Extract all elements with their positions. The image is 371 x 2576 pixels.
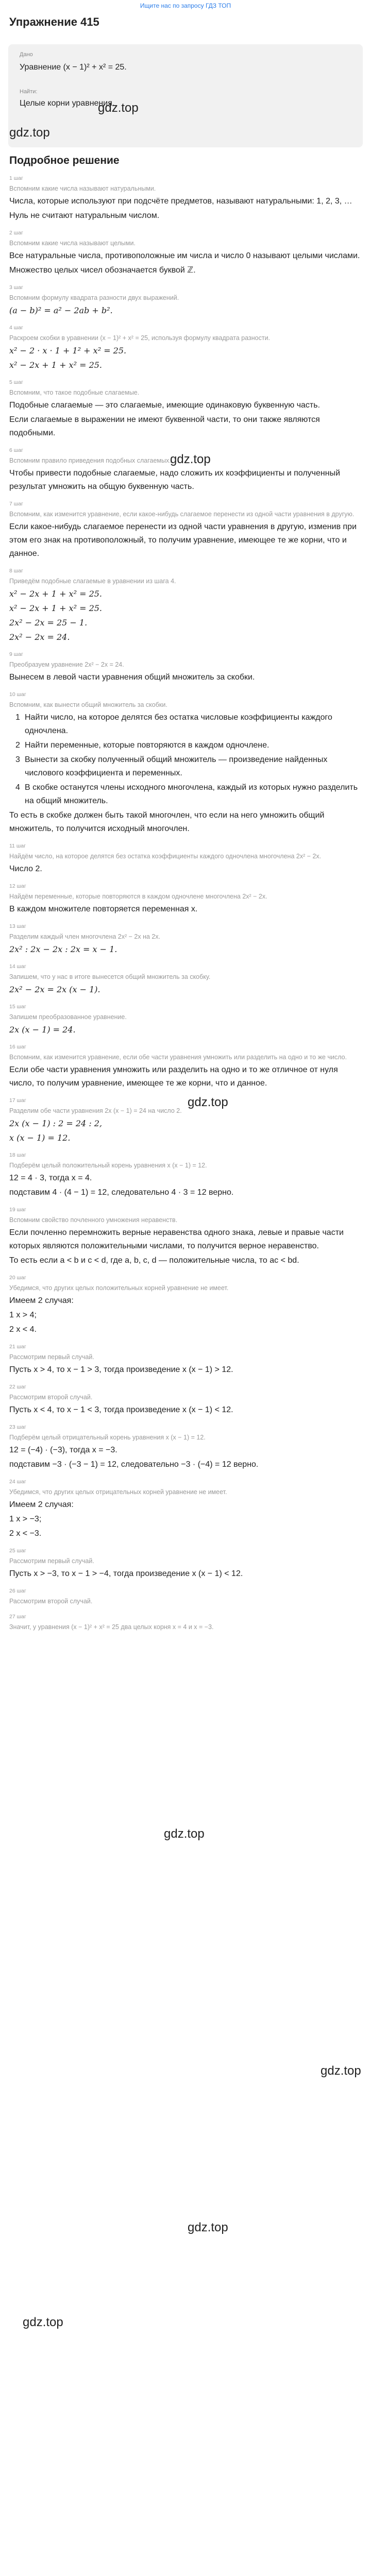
step-label: 11 шаг: [9, 843, 26, 849]
watermark: gdz.top: [98, 101, 139, 115]
formula: 2x² − 2x = 2x (x − 1).: [9, 985, 100, 994]
step-note: Разделим каждый член многочлена 2x² − 2x на 2x.: [9, 933, 161, 940]
given-label: Дано: [20, 52, 33, 58]
step-note: Подберём целый положительный корень уравнения x (x − 1) = 12.: [9, 1162, 207, 1169]
step-text: подставим 4 · (4 − 1) = 12, следовательно 4 · 3 = 12 верно.: [9, 1188, 234, 1197]
step-label: 3 шаг: [9, 284, 23, 291]
step-label: 12 шаг: [9, 883, 26, 889]
step-label: 1 шаг: [9, 175, 23, 181]
step-note: Убедимся, что других целых отрицательных корней уравнение не имеет.: [9, 1488, 227, 1496]
step-note: Подберём целый отрицательный корень уравнения x (x − 1) = 12.: [9, 1434, 206, 1441]
step-note: Вспомним, как вынести общий множитель за скобки.: [9, 701, 167, 708]
step-text: Пусть x > −3, то x − 1 > −4, тогда произведение x (x − 1) < 12.: [9, 1569, 243, 1578]
formula: x (x − 1) = 12.: [9, 1133, 71, 1143]
step-label: 6 шаг: [9, 447, 23, 453]
rule-item: 3 Вынести за скобку полученный общий множитель — произведение найденных числового коэффициента и переменных.: [15, 755, 328, 777]
step-label: [9, 1638, 362, 1647]
step-text: То есть в скобке должен быть такой многочлен, что если на него умножить общий множитель, то получится исходный многочлен.: [9, 811, 325, 833]
step-note: Запишем преобразованное уравнение.: [9, 1013, 127, 1021]
step-label: 24 шаг: [9, 1479, 26, 1485]
step-label: 17 шаг: [9, 1097, 26, 1104]
solution-steps: [9, 174, 362, 1648]
formula: x² − 2x + 1 + x² = 25.: [9, 603, 103, 613]
watermark: gdz.top: [188, 1095, 228, 1109]
find-text: Целые корни уравнения.: [20, 99, 115, 108]
watermark: gdz.top: [164, 1827, 205, 1841]
step-note: Запишем, что у нас в итоге вынесется общий множитель за скобку.: [9, 973, 211, 980]
formula: 2x (x − 1) = 24.: [9, 1025, 76, 1035]
step-text: Числа, которые используют при подсчёте предметов, называют натуральными: 1, 2, 3, …: [9, 197, 352, 206]
step-label: 14 шаг: [9, 963, 26, 970]
step-text: 12 = (−4) · (−3), тогда x = −3.: [9, 1446, 117, 1454]
step-label: 19 шаг: [9, 1207, 26, 1213]
formula: x² − 2 · x · 1 + 1² + x² = 25.: [9, 346, 127, 355]
watermark: gdz.top: [321, 2064, 361, 2078]
watermark: gdz.top: [170, 452, 211, 466]
step-label: 27 шаг: [9, 1614, 26, 1620]
formula: 2x² − 2x = 24.: [9, 632, 70, 642]
step-label: 15 шаг: [9, 1004, 26, 1010]
step-text: То есть если a < b и c < d, где a, b, c, d — положительные числа, то ac < bd.: [9, 1256, 299, 1265]
step-text: Имеем 2 случая:: [9, 1500, 74, 1509]
step-note: Преобразуем уравнение 2x² − 2x = 24.: [9, 661, 124, 668]
step-text: Если почленно перемножить верные неравенства одного знака, левые и правые части которых являются положительными числами, то получится верное неравенство.: [9, 1228, 344, 1250]
formula: (a − b)² = a² − 2ab + b².: [9, 306, 113, 315]
step-label: 8 шаг: [9, 568, 23, 574]
rule-item: 4 В скобке останутся члены исходного многочлена, каждый из которых нужно разделить на общий множитель.: [15, 783, 358, 805]
watermark: gdz.top: [23, 2315, 63, 2329]
step-note: Рассмотрим второй случай.: [9, 1394, 93, 1401]
top-banner: [0, 0, 371, 11]
step-label: 21 шаг: [9, 1344, 26, 1350]
step-text: Число 2.: [9, 865, 42, 873]
watermark: gdz.top: [9, 126, 50, 140]
step-note: Раскроем скобки в уравнении (x − 1)² + x² = 25, используя формулу квадрата разности.: [9, 334, 271, 342]
step-label: 18 шаг: [9, 1152, 26, 1158]
formula: 2x² − 2x = 25 − 1.: [9, 618, 88, 628]
step-label: 10 шаг: [9, 691, 26, 698]
step-note: Рассмотрим первый случай.: [9, 1353, 94, 1361]
step-label: 23 шаг: [9, 1424, 26, 1430]
formula: x² − 2x + 1 + x² = 25.: [9, 360, 103, 370]
step-text: Подобные слагаемые — это слагаемые, имеющие одинаковую буквенную часть.: [9, 401, 321, 410]
formula: 2x² : 2x − 2x : 2x = x − 1.: [9, 944, 117, 954]
case-item: 2 x < 4.: [9, 1325, 37, 1334]
rule-item: 2 Найти переменные, которые повторяются в каждом одночлене.: [15, 741, 269, 750]
page-title: Упражнение 415: [9, 15, 99, 28]
step-label: 16 шаг: [9, 1044, 26, 1050]
step-note: Значит, у уравнения (x − 1)² + x² = 25 два целых корня x = 4 и x = −3.: [9, 1623, 214, 1631]
step-note: Вспомним свойство почленного умножения неравенств.: [9, 1216, 178, 1224]
rule-item: 1 Найти число, на которое делятся без остатка числовые коэффициенты каждого одночлена.: [15, 713, 332, 735]
step-text: Если обе части уравнения умножить или разделить на одно и то же отличное от нуля число, то получим уравнение, имеющее те же корни, что и данное.: [9, 1065, 338, 1088]
step-text: Если слагаемые в выражении не имеют буквенной части, то они также являются подобными.: [9, 415, 320, 437]
step-note: Вспомним, как изменится уравнение, если обе части уравнения умножить или разделить на одно и то же число.: [9, 1054, 347, 1061]
step-note: Вспомним правило приведения подобных слагаемых.: [9, 457, 171, 464]
step-label: 25 шаг: [9, 1548, 26, 1554]
step-note: Найдём число, на которое делятся без остатка коэффициенты каждого одночлена многочлена 2x² − 2x.: [9, 853, 322, 860]
step-text: Вынесем в левой части уравнения общий множитель за скобки.: [9, 673, 255, 682]
step-label: 7 шаг: [9, 501, 23, 507]
step-note: Найдём переменные, которые повторяются в каждом одночлене многочлена 2x² − 2x.: [9, 893, 267, 900]
step-note: Рассмотрим второй случай.: [9, 1598, 93, 1605]
step-text: Пусть x < 4, то x − 1 < 3, тогда произведение x (x − 1) < 12.: [9, 1405, 233, 1414]
step-label: 20 шаг: [9, 1275, 26, 1281]
formula: 2x (x − 1) : 2 = 24 : 2,: [9, 1118, 103, 1128]
watermark: gdz.top: [188, 2221, 228, 2234]
find-label: Найти:: [20, 89, 38, 95]
formula: x² − 2x + 1 + x² = 25.: [9, 589, 103, 599]
step-label: 4 шаг: [9, 325, 23, 331]
step-note: Вспомним какие числа называют натуральными.: [9, 185, 156, 192]
step-note: Приведём подобные слагаемые в уравнении из шага 4.: [9, 578, 176, 585]
step-text: Нуль не считают натуральным числом.: [9, 211, 160, 220]
step-label: 13 шаг: [9, 923, 26, 929]
step-note: Вспомним, что такое подобные слагаемые.: [9, 389, 140, 396]
step-label: 9 шаг: [9, 651, 23, 657]
section-title: Подробное решение: [9, 155, 120, 166]
step-note: Убедимся, что других целых положительных корней уравнение не имеет.: [9, 1284, 229, 1292]
given-box: [8, 44, 363, 147]
step-label: 2 шаг: [9, 230, 23, 236]
step-note: Вспомним, как изменится уравнение, если какое-нибудь слагаемое перенести из одной части уравнения в другую.: [9, 511, 355, 518]
case-item: 1 x > −3;: [9, 1515, 42, 1523]
step-text: В каждом множителе повторяется переменная x.: [9, 905, 198, 913]
step-text: Пусть x > 4, то x − 1 > 3, тогда произведение x (x − 1) > 12.: [9, 1365, 233, 1374]
step-label: 26 шаг: [9, 1588, 26, 1594]
step-text: Чтобы привести подобные слагаемые, надо сложить их коэффициенты и полученный результат умножить на общую буквенную часть.: [9, 469, 341, 491]
step-note: Вспомним какие числа называют целыми.: [9, 240, 136, 247]
case-item: 2 x < −3.: [9, 1529, 42, 1538]
step-label: 5 шаг: [9, 379, 23, 385]
step-note: Рассмотрим первый случай.: [9, 1557, 94, 1565]
given-equation: Уравнение (x − 1)² + x² = 25.: [20, 63, 127, 72]
step-label: 22 шаг: [9, 1384, 26, 1390]
step-text: Все натуральные числа, противоположные им числа и число 0 называют целыми числами.: [9, 251, 360, 260]
step-text: подставим −3 · (−3 − 1) = 12, следовательно −3 · (−4) = 12 верно.: [9, 1460, 259, 1469]
step-text: 12 = 4 · 3, тогда x = 4.: [9, 1174, 92, 1182]
step-text: Имеем 2 случая:: [9, 1296, 74, 1305]
case-item: 1 x > 4;: [9, 1311, 37, 1319]
step-note: Разделим обе части уравнения 2x (x − 1) = 24 на число 2.: [9, 1107, 182, 1114]
step-note: Вспомним формулу квадрата разности двух выражений.: [9, 294, 179, 301]
search-hint-link[interactable]: Ищите нас по запросу ГДЗ ТОП: [140, 2, 231, 9]
step-text: Если какое-нибудь слагаемое перенести из одной части уравнения в другую, изменив при этом его знак на противоположный, то получим уравнение, имеющее те же корни, что и данное.: [9, 522, 357, 558]
step-text: Множество целых чисел обозначается буквой ℤ.: [9, 266, 196, 275]
